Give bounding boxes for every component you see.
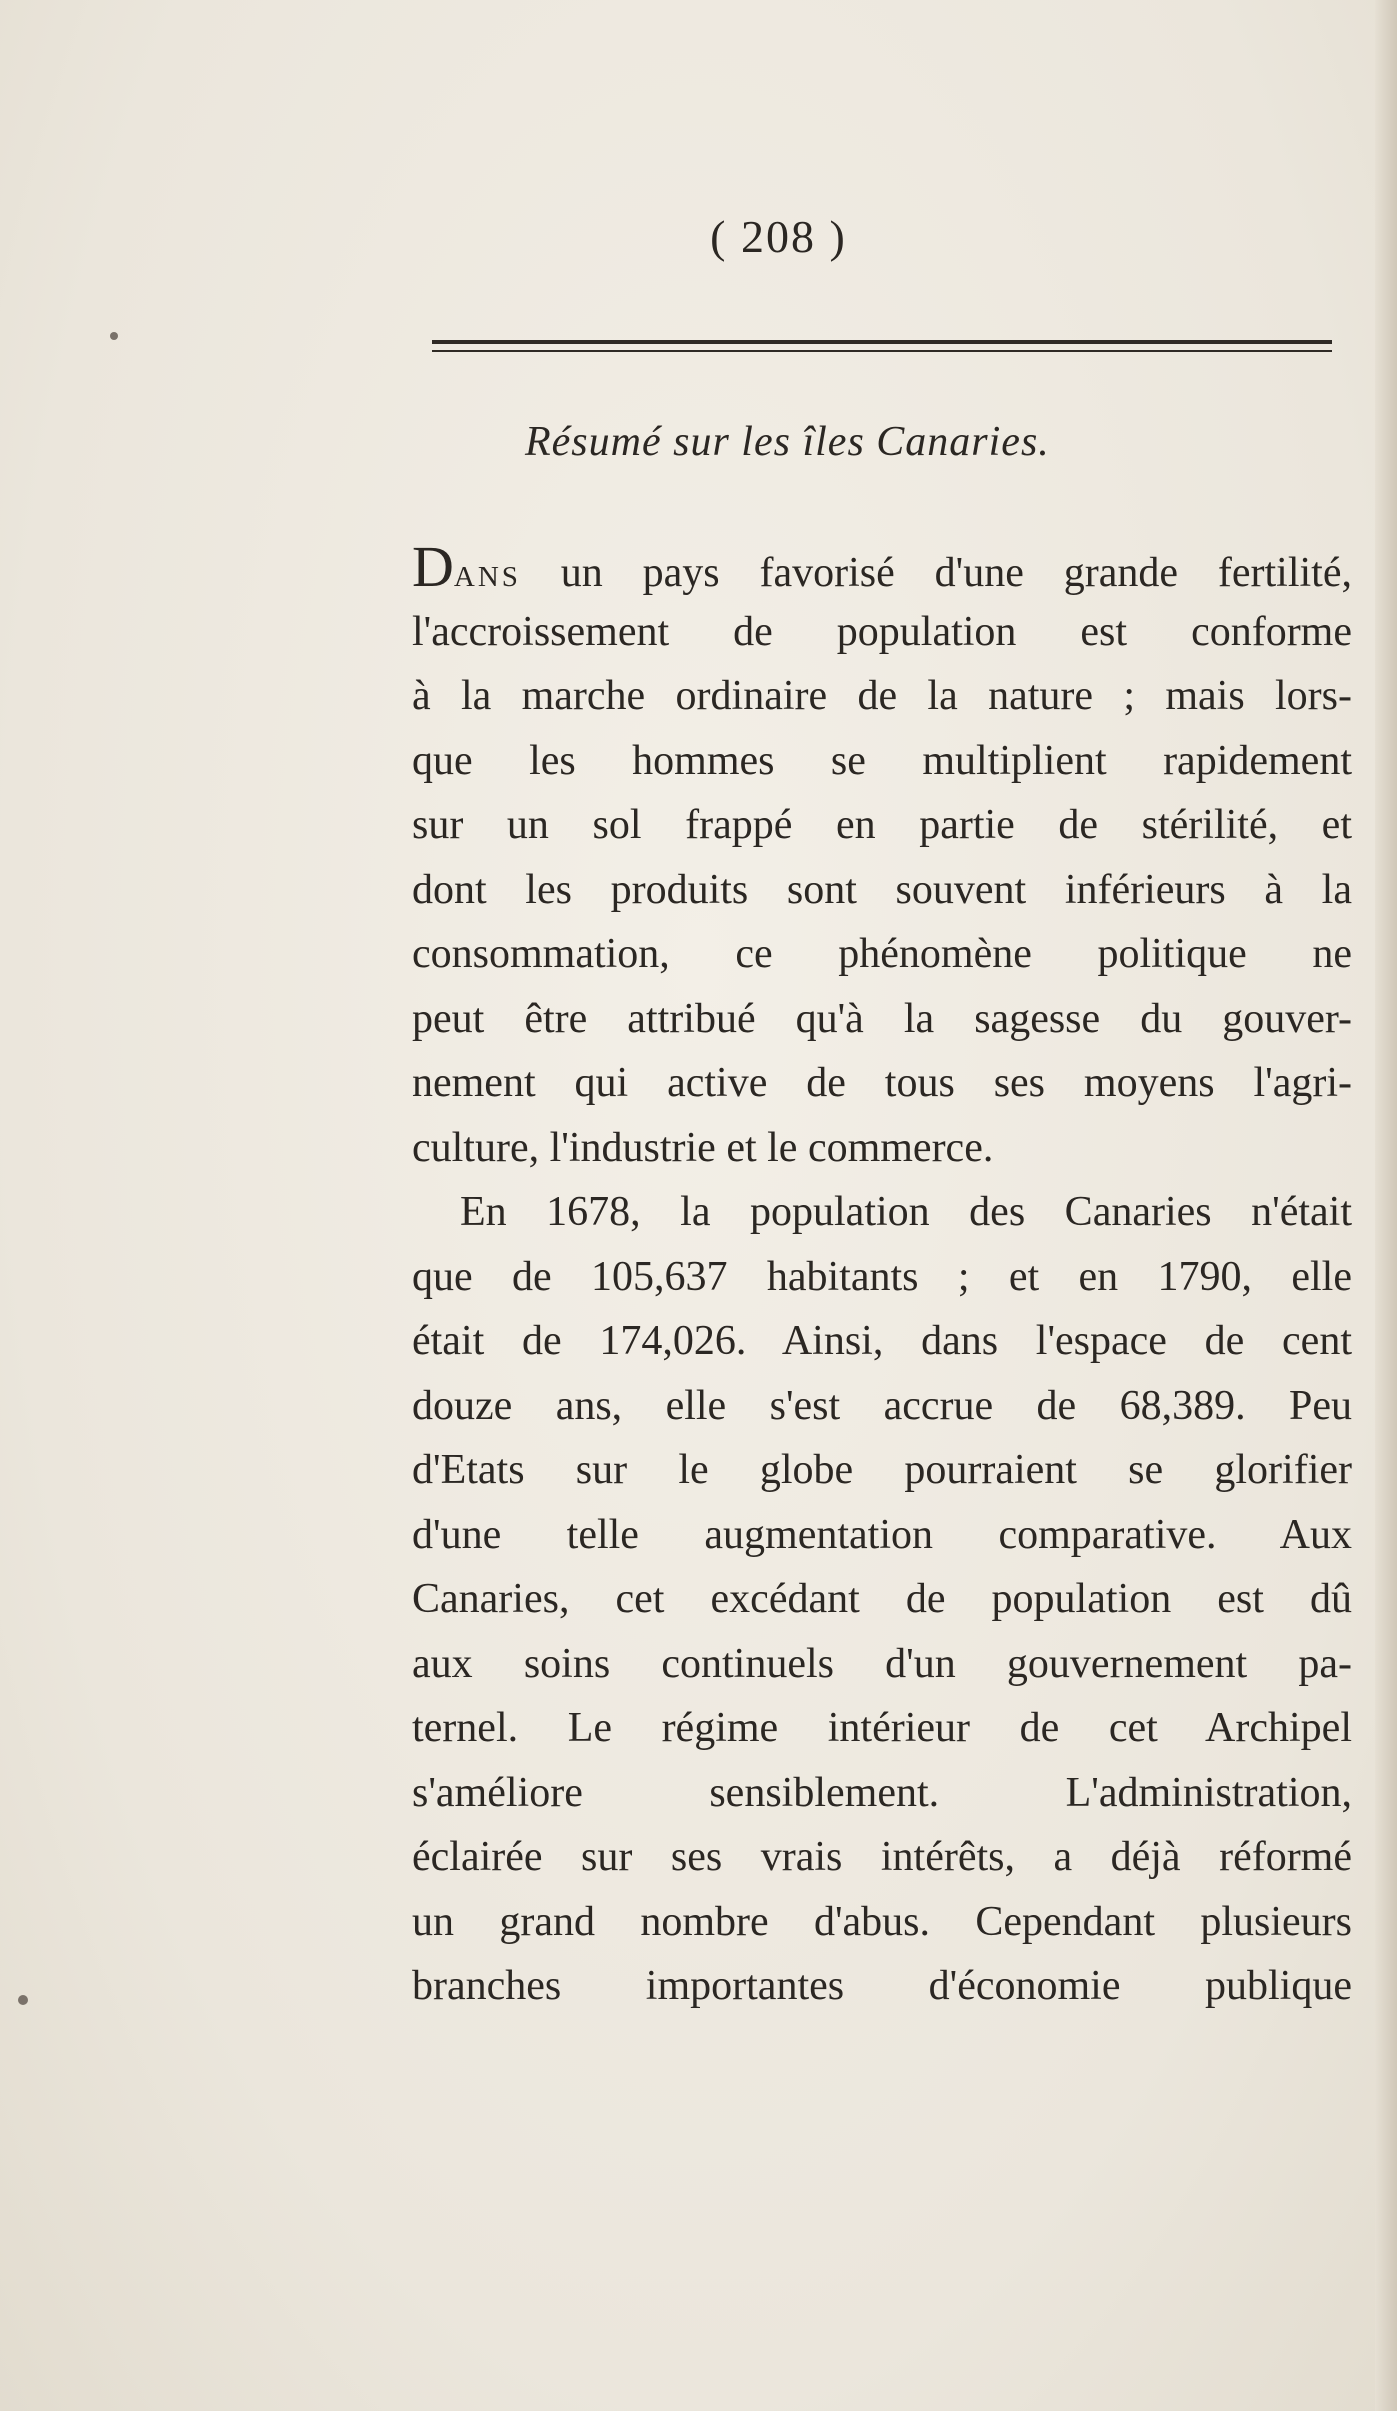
text-line: douze ans, elle s'est accrue de 68,389. Peu [412,1382,1352,1429]
text-line: éclairée sur ses vrais intérêts, a déjà réformé [412,1834,1352,1880]
paper-speck [18,1995,28,2005]
header-rule [432,340,1332,352]
text-line: peut être attribué qu'à la sagesse du gouver- [412,995,1352,1042]
text-line: consommation, ce phénomène politique ne [412,931,1352,977]
text-line: que de 105,637 habitants ; et en 1790, elle [412,1253,1352,1300]
text-line: branches importantes d'économie publique [412,1963,1352,2009]
drop-cap: D [412,534,454,599]
text-line: que les hommes se multiplient rapidement [412,737,1352,784]
section-title: Résumé sur les îles Canaries. [525,419,1050,465]
paper-speck [110,332,118,340]
text-line: aux soins continuels d'un gouvernement pa- [412,1640,1352,1687]
page-number: ( 208 ) [710,211,847,262]
text-line: dont les produits sont souvent inférieurs à la [412,866,1352,913]
text-line: En 1678, la population des Canaries n'était [460,1189,1352,1235]
text-line: sur un sol frappé en partie de stérilité, et [412,802,1352,848]
text-line: ternel. Le régime intérieur de cet Archipel [412,1705,1352,1751]
text-line: l'accroissement de population est conforme [412,608,1352,655]
text-line: était de 174,026. Ainsi, dans l'espace de cent [412,1318,1352,1364]
text-line: culture, l'industrie et le commerce. [412,1124,994,1171]
page-edge-shadow [1375,0,1397,2411]
text-line: s'améliore sensiblement. L'administration, [412,1769,1352,1816]
text-line: à la marche ordinaire de la nature ; mais lors- [412,673,1352,719]
text-line: Canaries, cet excédant de population est dû [412,1576,1352,1622]
text-line: d'une telle augmentation comparative. Aux [412,1511,1352,1558]
small-caps-text: ans [453,550,521,596]
body-text [412,535,1352,2019]
text-line: nement qui active de tous ses moyens l'agri- [412,1060,1352,1106]
text-line [412,535,1352,600]
line-text: un pays favorisé d'une grande fertilité, [520,550,1352,596]
text-line: d'Etats sur le globe pourraient se glorifier [412,1447,1352,1493]
text-line: un grand nombre d'abus. Cependant plusieurs [412,1898,1352,1945]
